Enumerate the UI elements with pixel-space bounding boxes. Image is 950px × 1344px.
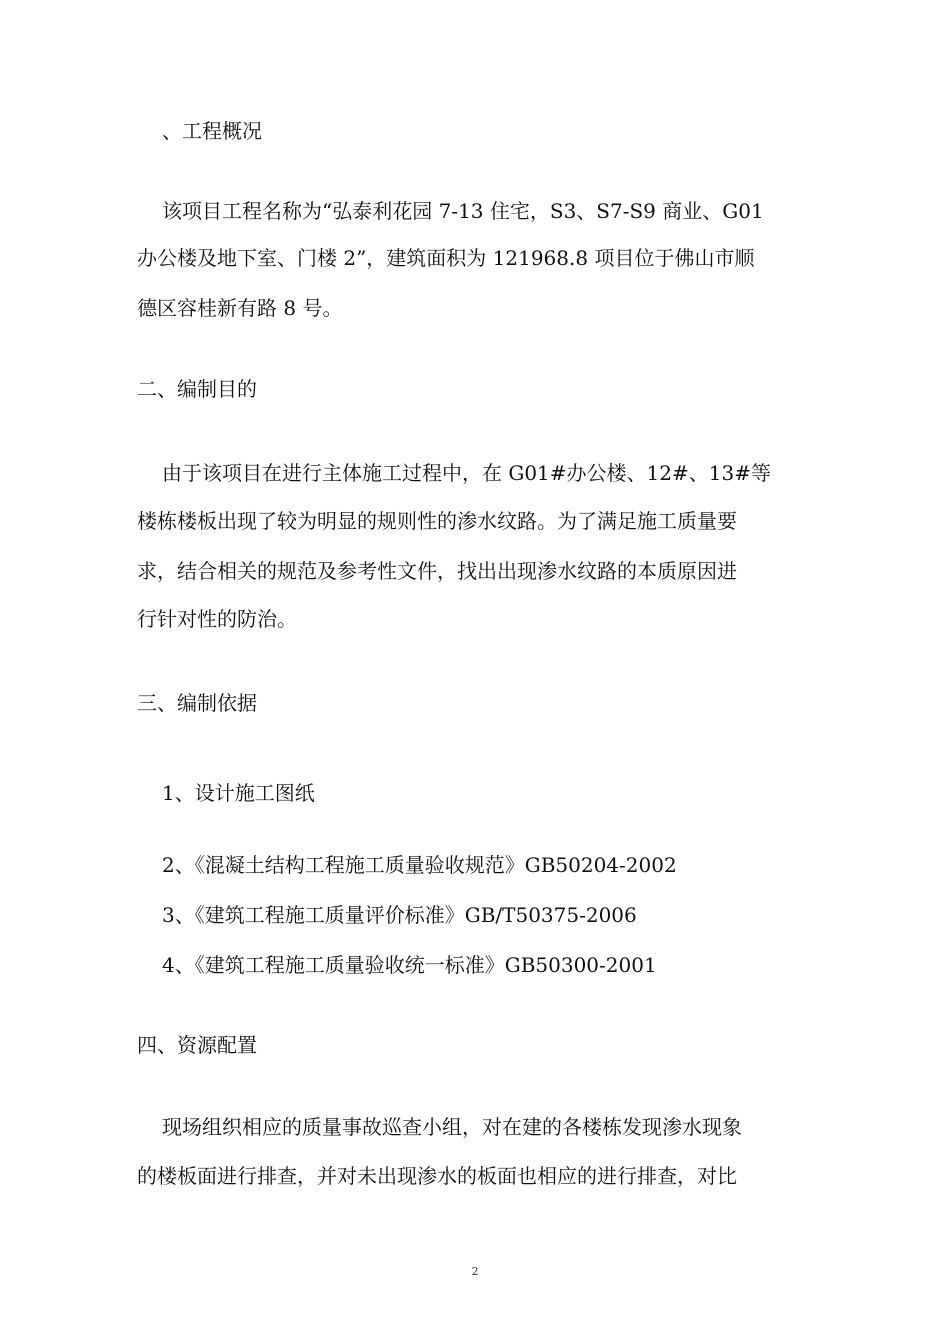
list-item: 1、设计施工图纸: [162, 781, 315, 805]
section-heading-resources: 四、资源配置: [137, 1033, 257, 1057]
paragraph-line: 德区容桂新有路 8 号。: [137, 296, 343, 320]
page-number: 2: [471, 1265, 479, 1278]
paragraph-line: 办公楼及地下室、门楼 2”，建筑面积为 121968.8 项目位于佛山市顺: [137, 246, 755, 270]
paragraph-line: 求，结合相关的规范及参考性文件，找出出现渗水纹路的本质原因进: [137, 559, 737, 583]
section-heading-purpose: 二、编制目的: [137, 377, 257, 401]
paragraph-line: 由于该项目在进行主体施工过程中，在 G01#办公楼、12#、13#等: [162, 461, 771, 485]
list-item: 4、《建筑工程施工质量验收统一标准》GB50300-2001: [162, 953, 657, 977]
paragraph-line: 的楼板面进行排查，并对未出现渗水的板面也相应的进行排查，对比: [137, 1164, 737, 1188]
paragraph-line: 楼栋楼板出现了较为明显的规则性的渗水纹路。为了满足施工质量要: [137, 509, 737, 533]
list-item: 3、《建筑工程施工质量评价标准》GB/T50375-2006: [162, 903, 637, 927]
section-heading-overview: 、工程概况: [162, 119, 262, 143]
paragraph-line: 行针对性的防治。: [137, 607, 297, 631]
list-item: 2、《混凝土结构工程施工质量验收规范》GB50204-2002: [162, 853, 677, 877]
paragraph-line: 该项目工程名称为“弘泰利花园 7-13 住宅，S3、S7-S9 商业、G01: [162, 199, 764, 223]
paragraph-line: 现场组织相应的质量事故巡查小组，对在建的各楼栋发现渗水现象: [162, 1115, 742, 1139]
section-heading-basis: 三、编制依据: [137, 691, 257, 715]
